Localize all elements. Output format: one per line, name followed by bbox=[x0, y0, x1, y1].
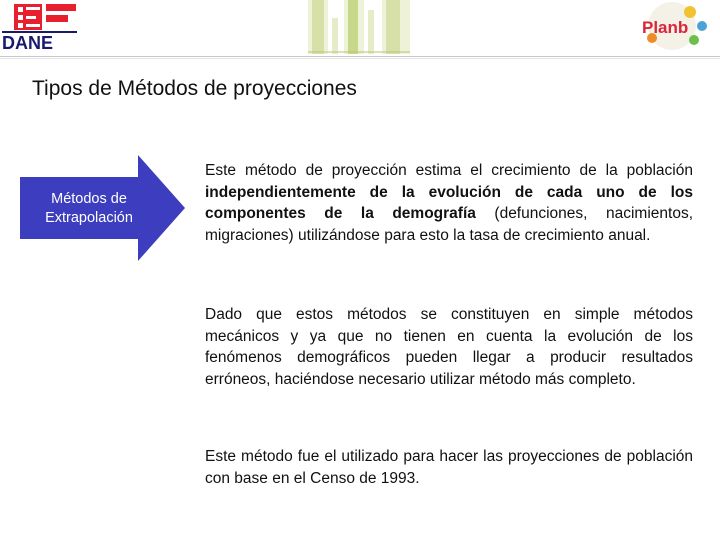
paragraph-usage: Este método fue el utilizado para hacer las proyecciones de población con base en el Censo de 1993. bbox=[205, 448, 693, 487]
header-divider bbox=[0, 56, 720, 57]
dane-logo bbox=[0, 0, 80, 54]
planb-logo bbox=[632, 2, 712, 54]
header-divider-shadow bbox=[0, 58, 720, 59]
arrow-label bbox=[26, 190, 152, 228]
paragraph-description bbox=[205, 160, 693, 246]
page-title: Tipos de Métodos de proyecciones bbox=[32, 77, 357, 100]
paragraph-description-part3: (defunciones, nacimientos, migraciones) utilizándose para esto la tasa de crecimiento anual. bbox=[205, 205, 694, 244]
paragraph-description-bold: independientemente de la evolución de cada uno de los componentes de la demografía bbox=[205, 183, 693, 222]
arrow-label-line2: Extrapolación bbox=[45, 210, 133, 226]
paragraph-description-part1: Este método de proyección estima el crecimiento de la población bbox=[205, 162, 693, 179]
arrow-label-line1: Métodos de bbox=[51, 191, 127, 207]
header-building-graphic bbox=[308, 0, 410, 54]
planb-logo-text: Planb bbox=[642, 18, 689, 37]
paragraph-limitations: Dado que estos métodos se constituyen en simple métodos mecánicos y ya que no tienen en cuenta la evolución de los fenómenos demográficos pueden llegar a producir resultados erróneos, haciéndose necesario utilizar método más completo. bbox=[205, 306, 693, 388]
dane-logo-text: DANE bbox=[2, 33, 54, 53]
